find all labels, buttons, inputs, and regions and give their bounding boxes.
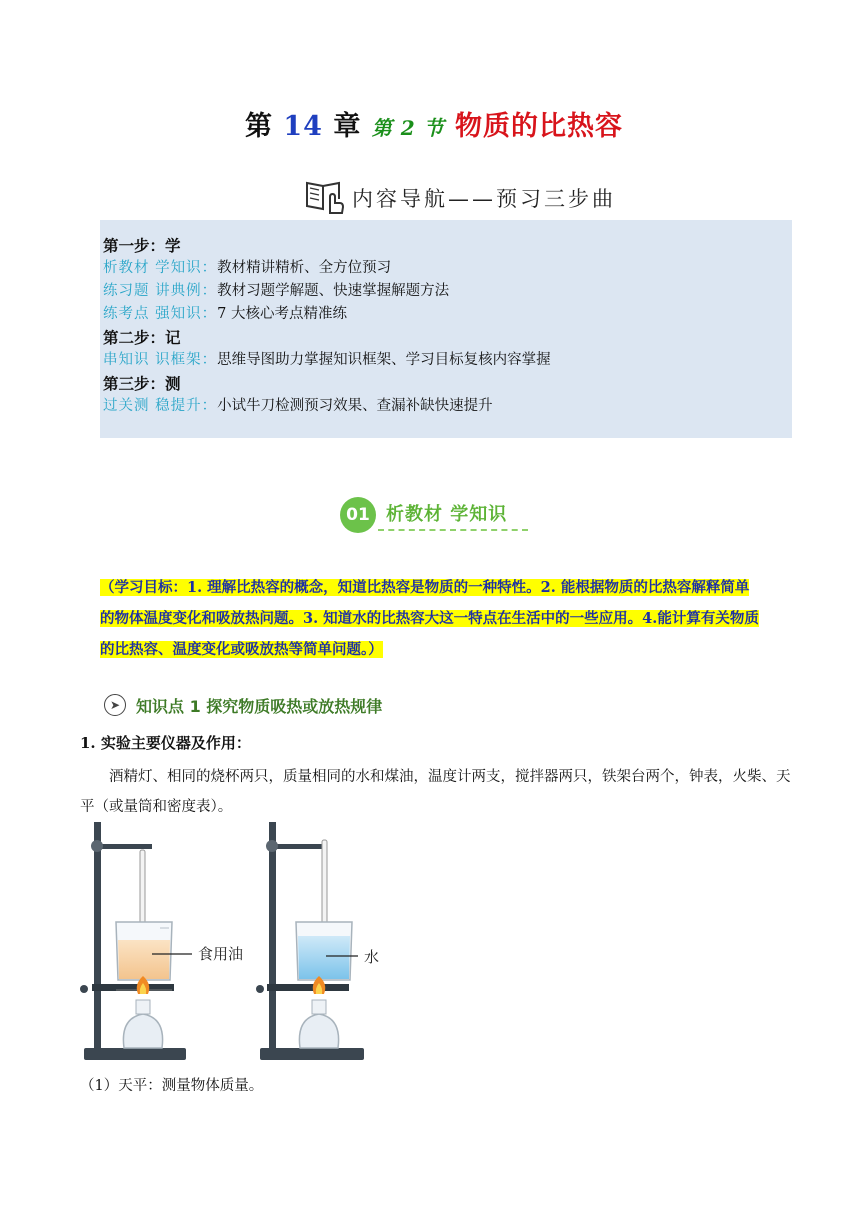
learning-objectives: [100, 572, 795, 665]
step-three: 第三步：测: [103, 374, 181, 393]
objectives-line: （学习目标：1. 理解比热容的概念，知道比热容是物质的一种特性。2. 能根据物质的比热容解释简单: [100, 579, 750, 596]
title-prefix: 第: [244, 111, 273, 142]
title-topic: 物质的比热容: [455, 111, 624, 142]
knowledge-point-heading: [104, 692, 382, 718]
nav-row: [103, 280, 783, 303]
objectives-line: 的比热容、温度变化或吸放热等简单问题。）: [100, 641, 383, 658]
nav-row-text: 小试牛刀检测预习效果、查漏补缺快速提升: [217, 398, 493, 414]
objectives-line: 的物体温度变化和吸放热问题。3. 知道水的比热容大这一特点在生活中的一些应用。4.能计算有关物质: [100, 610, 759, 627]
nav-row: [103, 257, 783, 280]
label-cooking-oil: 食用油: [198, 945, 244, 963]
title-chapter-number: 14: [283, 111, 323, 142]
title-section: 第 2 节: [371, 116, 445, 140]
nav-row-text: 教材精讲精析、全方位预习: [217, 260, 392, 276]
experiment-figure: [76, 818, 396, 1068]
step-two: 第二步：记: [103, 328, 181, 347]
nav-row-text: 教材习题学解题、快速掌握解题方法: [217, 283, 450, 299]
label-water: 水: [364, 948, 380, 966]
step-one: 第一步：学: [103, 236, 181, 255]
knowledge-point-title: 知识点 1 探究物质吸热或放热规律: [136, 696, 383, 716]
page-title: [0, 104, 868, 143]
nav-row-text: 思维导图助力掌握知识框架、学习目标复核内容掌握: [217, 352, 551, 368]
section-title: 析教材 学知识: [386, 504, 508, 525]
nav-row: [103, 395, 783, 418]
subheading: 1. 实验主要仪器及作用：: [80, 734, 251, 752]
body-paragraph: 酒精灯、相同的烧杯两只，质量相同的水和煤油，温度计两支，搅拌器两只，铁架台两个，钟表，火柴、天平（或量筒和密度表）。: [80, 769, 791, 815]
nav-header: [100, 176, 792, 220]
figure-caption: （1）天平：测量物体质量。: [80, 1078, 264, 1094]
nav-header-title: 内容导航——预习三步曲: [352, 187, 616, 211]
nav-row-label: 析教材 学知识：: [103, 260, 218, 276]
nav-steps: [103, 234, 783, 418]
nav-row-label: 练考点 强知识：: [103, 306, 218, 322]
nav-row-text: 7 大核心考点精准练: [217, 306, 347, 322]
nav-row-label: 练习题 讲典例：: [103, 283, 218, 299]
nav-row-label: 串知识 识框架：: [103, 352, 218, 368]
nav-row: [103, 349, 783, 372]
nav-row: [103, 303, 783, 326]
section-badge: [340, 497, 530, 533]
book-hand-icon: [304, 177, 346, 219]
section-number: 01: [340, 497, 376, 533]
nav-row-label: 过关测 稳提升：: [103, 398, 218, 414]
title-chapter-suffix: 章: [333, 111, 362, 142]
arrow-circle-icon: ➤: [104, 694, 126, 716]
section-underline: [378, 529, 528, 531]
